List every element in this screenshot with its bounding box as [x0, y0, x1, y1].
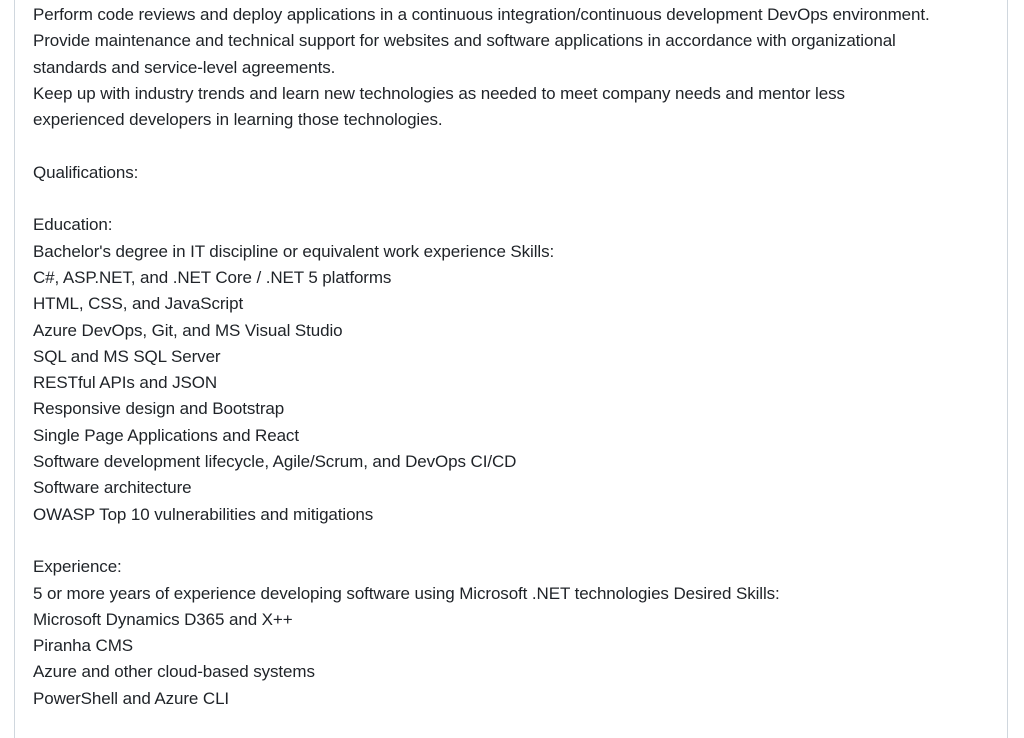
qualifications-heading: Qualifications:: [33, 162, 139, 182]
skill-line: RESTful APIs and JSON: [33, 373, 218, 393]
experience-heading: Experience:: [33, 557, 122, 577]
job-description-body: [33, 2, 1008, 712]
skill-line: HTML, CSS, and JavaScript: [33, 294, 244, 314]
desired-skill-line: Microsoft Dynamics D365 and X++: [33, 609, 293, 629]
education-line: Bachelor's degree in IT discipline or equivalent work experience Skills:: [33, 241, 555, 261]
responsibility-line: Keep up with industry trends and learn new technologies as needed to meet company needs and mentor less: [33, 83, 845, 103]
responsibility-line: Provide maintenance and technical support for websites and software applications in accordance with organizational: [33, 31, 896, 51]
skill-line: Single Page Applications and React: [33, 425, 299, 445]
blank-line: [33, 133, 1008, 159]
responsibility-line: standards and service-level agreements.: [33, 57, 336, 77]
responsibility-line: experienced developers in learning those technologies.: [33, 110, 443, 130]
skill-line: SQL and MS SQL Server: [33, 346, 221, 366]
education-section: [33, 212, 1008, 528]
responsibilities-section: [33, 2, 1008, 133]
skill-line: Software development lifecycle, Agile/Scrum, and DevOps CI/CD: [33, 452, 517, 472]
blank-line: [33, 528, 1008, 554]
desired-skill-line: Azure and other cloud-based systems: [33, 662, 315, 682]
experience-line: 5 or more years of experience developing software using Microsoft .NET technologies Desired Skills:: [33, 583, 780, 603]
experience-section: [33, 554, 1008, 712]
desired-skill-line: Piranha CMS: [33, 636, 133, 656]
skill-line: Azure DevOps, Git, and MS Visual Studio: [33, 320, 343, 340]
responsibility-line: Perform code reviews and deploy applications in a continuous integration/continuous development DevOps environment.: [33, 5, 930, 24]
blank-line: [33, 186, 1008, 212]
desired-skill-line: PowerShell and Azure CLI: [33, 688, 230, 708]
skill-line: Responsive design and Bootstrap: [33, 399, 285, 419]
skill-line: OWASP Top 10 vulnerabilities and mitigations: [33, 504, 374, 524]
skill-line: Software architecture: [33, 478, 192, 498]
education-heading: Education:: [33, 215, 113, 235]
skill-line: C#, ASP.NET, and .NET Core / .NET 5 platforms: [33, 267, 392, 287]
